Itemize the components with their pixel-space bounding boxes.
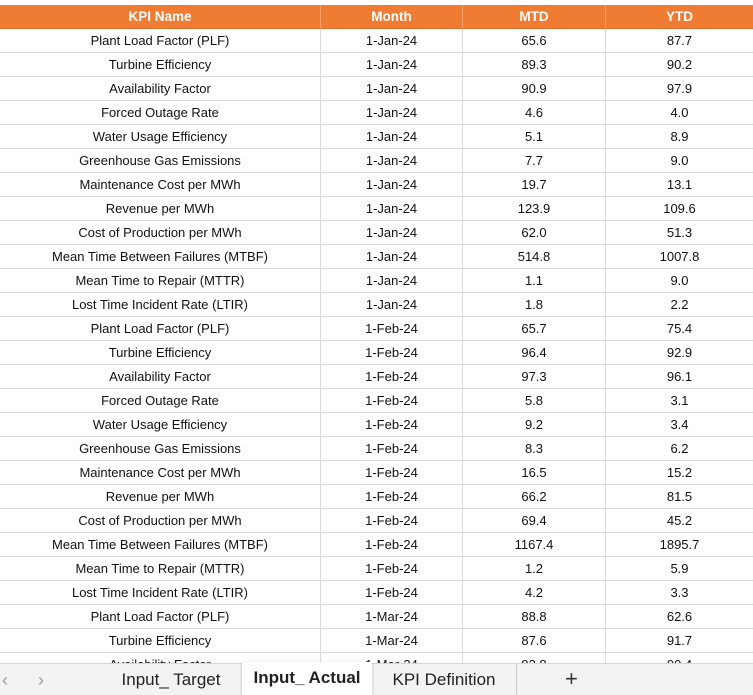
month-cell[interactable]: 1-Jan-24: [321, 173, 463, 197]
kpi-name-cell[interactable]: Turbine Efficiency: [0, 53, 321, 77]
table-body: [0, 29, 753, 677]
kpi-name-cell[interactable]: Water Usage Efficiency: [0, 125, 321, 149]
table-row: [0, 365, 753, 389]
month-cell[interactable]: 1-Feb-24: [321, 365, 463, 389]
table-row: [0, 29, 753, 53]
mtd-cell[interactable]: 1167.4: [463, 533, 606, 557]
table-row: [0, 581, 753, 605]
kpi-name-cell[interactable]: Greenhouse Gas Emissions: [0, 437, 321, 461]
ytd-cell[interactable]: 75.4: [606, 317, 753, 341]
mtd-cell[interactable]: 1.8: [463, 293, 606, 317]
table-row: [0, 485, 753, 509]
mtd-cell[interactable]: 65.6: [463, 29, 606, 53]
mtd-cell[interactable]: 96.4: [463, 341, 606, 365]
kpi-name-cell[interactable]: Mean Time to Repair (MTTR): [0, 557, 321, 581]
mtd-cell[interactable]: 69.4: [463, 509, 606, 533]
add-sheet-icon[interactable]: +: [565, 666, 578, 691]
month-cell[interactable]: 1-Jan-24: [321, 269, 463, 293]
table-row: [0, 341, 753, 365]
mtd-cell[interactable]: 8.3: [463, 437, 606, 461]
kpi-name-cell[interactable]: Lost Time Incident Rate (LTIR): [0, 293, 321, 317]
ytd-cell[interactable]: 4.0: [606, 101, 753, 125]
month-cell[interactable]: 1-Feb-24: [321, 533, 463, 557]
mtd-cell[interactable]: 4.2: [463, 581, 606, 605]
table-row: [0, 293, 753, 317]
column-header-ytd[interactable]: YTD: [606, 5, 753, 29]
month-cell[interactable]: 1-Jan-24: [321, 29, 463, 53]
ytd-cell[interactable]: 97.9: [606, 77, 753, 101]
ytd-cell[interactable]: 96.1: [606, 365, 753, 389]
month-cell[interactable]: 1-Feb-24: [321, 413, 463, 437]
table-row: [0, 197, 753, 221]
month-cell[interactable]: 1-Jan-24: [321, 125, 463, 149]
kpi-name-cell[interactable]: Forced Outage Rate: [0, 101, 321, 125]
ytd-cell[interactable]: 51.3: [606, 221, 753, 245]
month-cell[interactable]: 1-Feb-24: [321, 509, 463, 533]
ytd-cell[interactable]: 3.3: [606, 581, 753, 605]
ytd-cell[interactable]: 109.6: [606, 197, 753, 221]
mtd-cell[interactable]: 16.5: [463, 461, 606, 485]
mtd-cell[interactable]: 9.2: [463, 413, 606, 437]
ytd-cell[interactable]: 3.1: [606, 389, 753, 413]
mtd-cell[interactable]: 19.7: [463, 173, 606, 197]
table-row: [0, 221, 753, 245]
tab-input-target[interactable]: Input_ Target: [100, 664, 243, 695]
ytd-cell[interactable]: 3.4: [606, 413, 753, 437]
kpi-name-cell[interactable]: Turbine Efficiency: [0, 629, 321, 653]
month-cell[interactable]: 1-Feb-24: [321, 557, 463, 581]
ytd-cell[interactable]: 62.6: [606, 605, 753, 629]
month-cell[interactable]: 1-Feb-24: [321, 389, 463, 413]
ytd-cell[interactable]: 90.2: [606, 53, 753, 77]
table-row: [0, 629, 753, 653]
kpi-name-cell[interactable]: Cost of Production per MWh: [0, 221, 321, 245]
kpi-name-cell[interactable]: Plant Load Factor (PLF): [0, 605, 321, 629]
ytd-cell[interactable]: 87.7: [606, 29, 753, 53]
ytd-cell[interactable]: 92.9: [606, 341, 753, 365]
month-cell[interactable]: 1-Jan-24: [321, 149, 463, 173]
month-cell[interactable]: 1-Feb-24: [321, 317, 463, 341]
mtd-cell[interactable]: 5.8: [463, 389, 606, 413]
header-row: [0, 5, 753, 29]
month-cell[interactable]: 1-Jan-24: [321, 293, 463, 317]
ytd-cell[interactable]: 9.0: [606, 269, 753, 293]
ytd-cell[interactable]: 5.9: [606, 557, 753, 581]
kpi-name-cell[interactable]: Availability Factor: [0, 365, 321, 389]
month-cell[interactable]: 1-Jan-24: [321, 77, 463, 101]
spreadsheet-grid: [0, 5, 753, 677]
tab-scroll-left-icon[interactable]: ‹: [2, 670, 8, 690]
mtd-cell[interactable]: 5.1: [463, 125, 606, 149]
ytd-cell[interactable]: 6.2: [606, 437, 753, 461]
mtd-cell[interactable]: 97.3: [463, 365, 606, 389]
column-header-month[interactable]: Month: [321, 5, 463, 29]
mtd-cell[interactable]: 87.6: [463, 629, 606, 653]
mtd-cell[interactable]: 123.9: [463, 197, 606, 221]
month-cell[interactable]: 1-Jan-24: [321, 197, 463, 221]
month-cell[interactable]: 1-Feb-24: [321, 485, 463, 509]
mtd-cell[interactable]: 7.7: [463, 149, 606, 173]
month-cell[interactable]: 1-Feb-24: [321, 341, 463, 365]
month-cell[interactable]: 1-Jan-24: [321, 53, 463, 77]
table-row: [0, 173, 753, 197]
month-cell[interactable]: 1-Feb-24: [321, 581, 463, 605]
kpi-name-cell[interactable]: Mean Time Between Failures (MTBF): [0, 533, 321, 557]
table-row: [0, 77, 753, 101]
table-row: [0, 53, 753, 77]
kpi-name-cell[interactable]: Turbine Efficiency: [0, 341, 321, 365]
mtd-cell[interactable]: 90.9: [463, 77, 606, 101]
tab-scroll-right-icon[interactable]: ›: [38, 670, 44, 690]
ytd-cell[interactable]: 9.0: [606, 149, 753, 173]
month-cell[interactable]: 1-Jan-24: [321, 221, 463, 245]
kpi-name-cell[interactable]: Forced Outage Rate: [0, 389, 321, 413]
month-cell[interactable]: 1-Mar-24: [321, 605, 463, 629]
kpi-name-cell[interactable]: Mean Time Between Failures (MTBF): [0, 245, 321, 269]
table-row: [0, 557, 753, 581]
column-header-mtd[interactable]: MTD: [463, 5, 606, 29]
month-cell[interactable]: 1-Feb-24: [321, 437, 463, 461]
kpi-name-cell[interactable]: Revenue per MWh: [0, 197, 321, 221]
kpi-name-cell[interactable]: Lost Time Incident Rate (LTIR): [0, 581, 321, 605]
mtd-cell[interactable]: 1.2: [463, 557, 606, 581]
table-row: [0, 461, 753, 485]
mtd-cell[interactable]: 88.8: [463, 605, 606, 629]
kpi-name-cell[interactable]: Cost of Production per MWh: [0, 509, 321, 533]
mtd-cell[interactable]: 514.8: [463, 245, 606, 269]
table-row: [0, 125, 753, 149]
mtd-cell[interactable]: 66.2: [463, 485, 606, 509]
ytd-cell[interactable]: 2.2: [606, 293, 753, 317]
mtd-cell[interactable]: 65.7: [463, 317, 606, 341]
kpi-name-cell[interactable]: Availability Factor: [0, 77, 321, 101]
column-header-kpi-name[interactable]: KPI Name: [0, 5, 321, 29]
ytd-cell[interactable]: 8.9: [606, 125, 753, 149]
table-row: [0, 605, 753, 629]
kpi-name-cell[interactable]: Plant Load Factor (PLF): [0, 317, 321, 341]
ytd-cell[interactable]: 13.1: [606, 173, 753, 197]
kpi-name-cell[interactable]: Plant Load Factor (PLF): [0, 29, 321, 53]
ytd-cell[interactable]: 15.2: [606, 461, 753, 485]
table-row: [0, 389, 753, 413]
kpi-name-cell[interactable]: Mean Time to Repair (MTTR): [0, 269, 321, 293]
mtd-cell[interactable]: 62.0: [463, 221, 606, 245]
kpi-name-cell[interactable]: Revenue per MWh: [0, 485, 321, 509]
month-cell[interactable]: 1-Mar-24: [321, 629, 463, 653]
table-row: [0, 413, 753, 437]
kpi-name-cell[interactable]: Maintenance Cost per MWh: [0, 461, 321, 485]
ytd-cell[interactable]: 45.2: [606, 509, 753, 533]
kpi-name-cell[interactable]: Water Usage Efficiency: [0, 413, 321, 437]
kpi-name-cell[interactable]: Greenhouse Gas Emissions: [0, 149, 321, 173]
mtd-cell[interactable]: 4.6: [463, 101, 606, 125]
ytd-cell[interactable]: 1007.8: [606, 245, 753, 269]
table-row: [0, 101, 753, 125]
table-row: [0, 269, 753, 293]
tab-input-actual[interactable]: Input_ Actual: [242, 662, 372, 695]
table-row: [0, 509, 753, 533]
table-row: [0, 533, 753, 557]
mtd-cell[interactable]: 1.1: [463, 269, 606, 293]
tab-kpi-definition[interactable]: KPI Definition: [372, 664, 517, 695]
sheet-tab-bar: [0, 663, 753, 695]
kpi-name-cell[interactable]: Maintenance Cost per MWh: [0, 173, 321, 197]
month-cell[interactable]: 1-Jan-24: [321, 245, 463, 269]
month-cell[interactable]: 1-Jan-24: [321, 101, 463, 125]
table-row: [0, 437, 753, 461]
ytd-cell[interactable]: 81.5: [606, 485, 753, 509]
mtd-cell[interactable]: 89.3: [463, 53, 606, 77]
table-row: [0, 149, 753, 173]
ytd-cell[interactable]: 1895.7: [606, 533, 753, 557]
table-row: [0, 245, 753, 269]
month-cell[interactable]: 1-Feb-24: [321, 461, 463, 485]
ytd-cell[interactable]: 91.7: [606, 629, 753, 653]
table-row: [0, 317, 753, 341]
